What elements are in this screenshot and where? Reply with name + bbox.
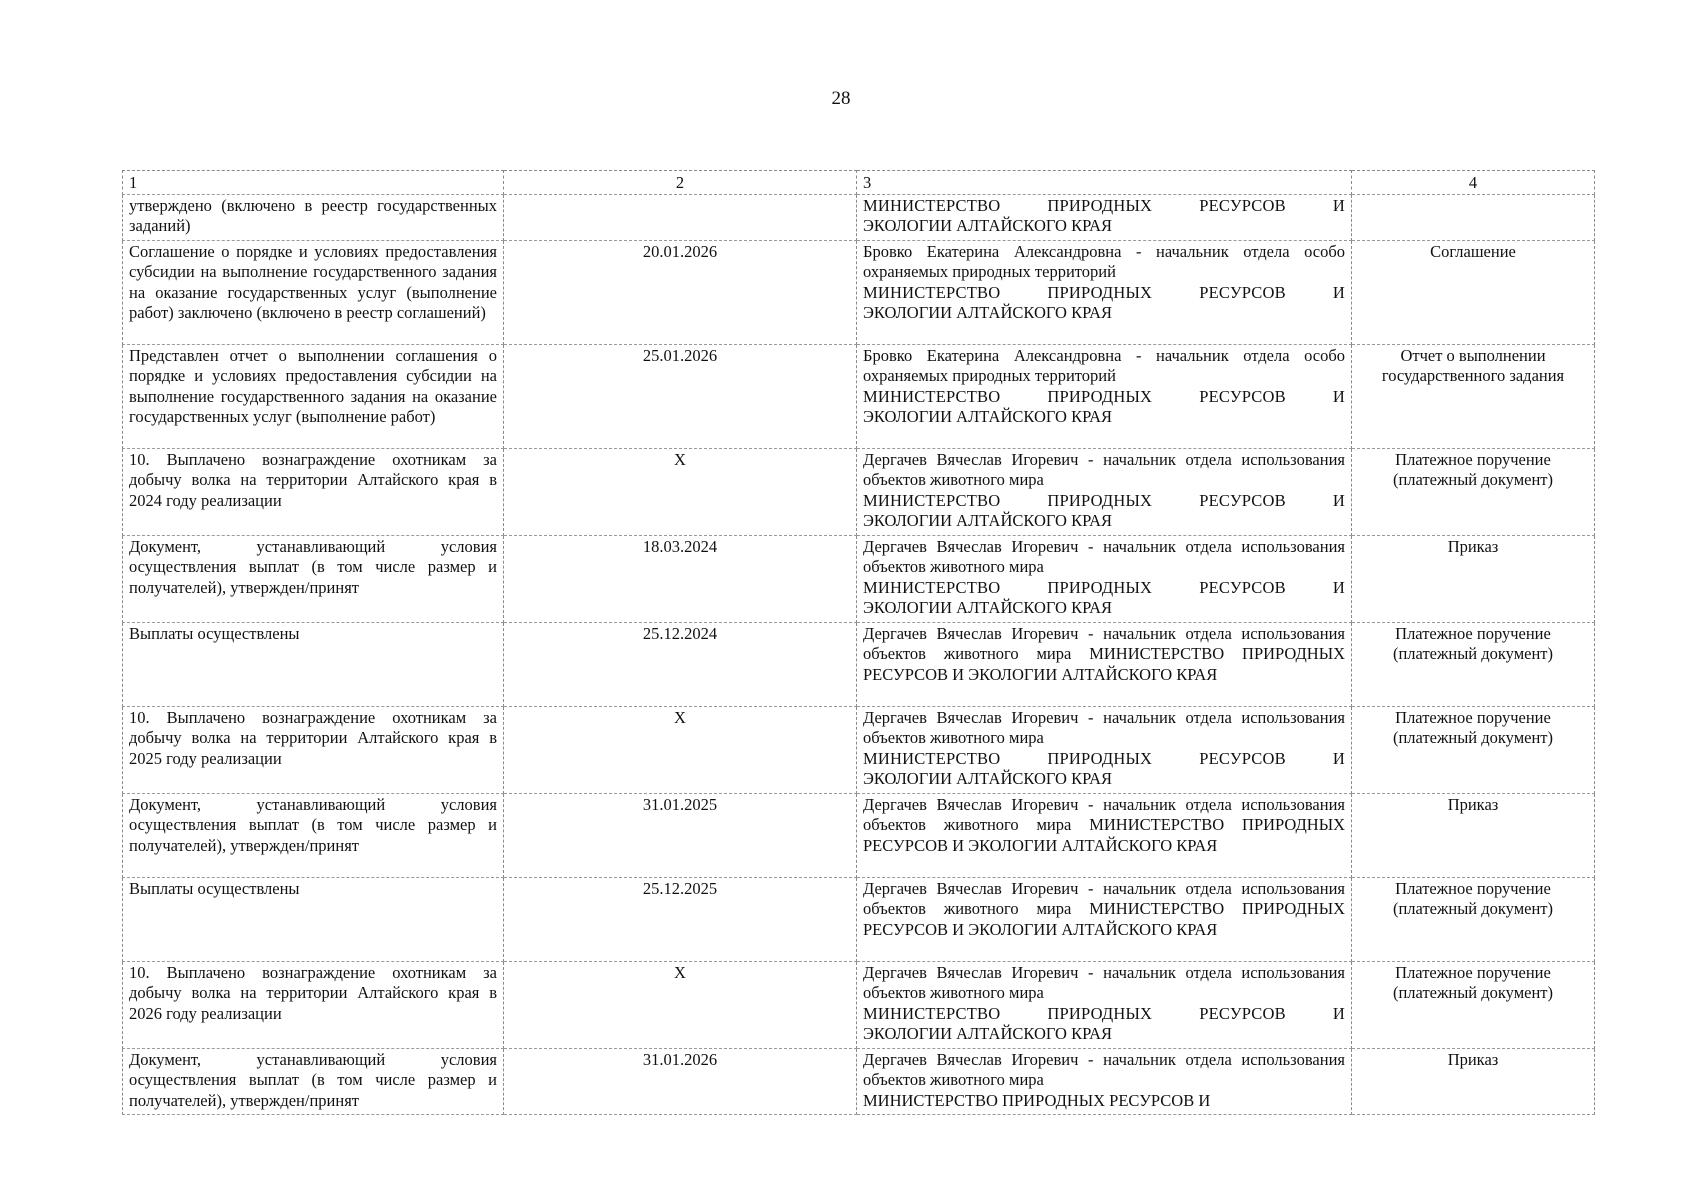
date-cell: 31.01.2026 bbox=[504, 1048, 857, 1115]
org-name-line1: МИНИСТЕРСТВО ПРИРОДНЫХ РЕСУРСОВ И bbox=[863, 1003, 1345, 1023]
responsible-person: Бровко Екатерина Александровна - начальник отдела особо охраняемых природных территорий bbox=[863, 241, 1345, 281]
responsible-person: Дергачев Вячеслав Игоревич - начальник отдела использования объектов животного мира bbox=[863, 707, 1345, 747]
table-row bbox=[123, 448, 1595, 535]
event-cell: Соглашение о порядке и условиях предоставления субсидии на выполнение государственного задания на оказание государственных услуг (выполнение работ) заключено (включено в реестр соглашений) bbox=[123, 240, 504, 344]
column-header-1: 1 bbox=[123, 171, 504, 195]
responsible-cell: Дергачев Вячеслав Игоревич - начальник отдела использования объектов животного мира МИНИСТЕРСТВО ПРИРОДНЫХ РЕСУРСОВ И ЭКОЛОГИИ АЛТАЙСКОГО КРАЯ bbox=[857, 793, 1352, 877]
responsible-cell bbox=[857, 344, 1352, 448]
event-cell: 10. Выплачено вознаграждение охотникам за добычу волка на территории Алтайского края в 2025 году реализации bbox=[123, 706, 504, 793]
table-row bbox=[123, 194, 1595, 240]
responsible-cell: Дергачев Вячеслав Игоревич - начальник отдела использования объектов животного мира МИНИСТЕРСТВО ПРИРОДНЫХ РЕСУРСОВ И ЭКОЛОГИИ АЛТАЙСКОГО КРАЯ bbox=[857, 877, 1352, 961]
document-cell: Приказ bbox=[1352, 793, 1595, 877]
event-cell: 10. Выплачено вознаграждение охотникам за добычу волка на территории Алтайского края в 2026 году реализации bbox=[123, 961, 504, 1048]
event-cell: 10. Выплачено вознаграждение охотникам за добычу волка на территории Алтайского края в 2024 году реализации bbox=[123, 448, 504, 535]
org-name-line2: ЭКОЛОГИИ АЛТАЙСКОГО КРАЯ bbox=[863, 1024, 1113, 1043]
event-cell: Представлен отчет о выполнении соглашения о порядке и условиях предоставления субсидии на выполнение государственного задания на оказание государственных услуг (выполнение работ) bbox=[123, 344, 504, 448]
responsible-cell bbox=[857, 194, 1352, 240]
event-cell: Выплаты осуществлены bbox=[123, 622, 504, 706]
table-row bbox=[123, 1048, 1595, 1115]
document-cell: Приказ bbox=[1352, 1048, 1595, 1115]
table-header-row bbox=[123, 171, 1595, 195]
table-row bbox=[123, 240, 1595, 344]
event-cell: Документ, устанавливающий условия осуществления выплат (в том числе размер и получателей), утвержден/принят bbox=[123, 535, 504, 622]
responsible-person: Дергачев Вячеслав Игоревич - начальник отдела использования объектов животного мира bbox=[863, 536, 1345, 576]
date-cell: 25.01.2026 bbox=[504, 344, 857, 448]
table-row bbox=[123, 535, 1595, 622]
org-name-line1: МИНИСТЕРСТВО ПРИРОДНЫХ РЕСУРСОВ И bbox=[863, 386, 1345, 406]
table-row bbox=[123, 877, 1595, 961]
responsible-cell bbox=[857, 706, 1352, 793]
org-name-line2: ЭКОЛОГИИ АЛТАЙСКОГО КРАЯ bbox=[863, 769, 1113, 788]
date-cell: 18.03.2024 bbox=[504, 535, 857, 622]
responsible-cell: Дергачев Вячеслав Игоревич - начальник отдела использования объектов животного мира МИНИСТЕРСТВО ПРИРОДНЫХ РЕСУРСОВ И ЭКОЛОГИИ АЛТАЙСКОГО КРАЯ bbox=[857, 622, 1352, 706]
responsible-cell bbox=[857, 1048, 1352, 1115]
document-cell: Платежное поручение (платежный документ) bbox=[1352, 877, 1595, 961]
document-cell: Платежное поручение (платежный документ) bbox=[1352, 448, 1595, 535]
event-cell: утверждено (включено в реестр государственных заданий) bbox=[123, 194, 504, 240]
responsible-person: Дергачев Вячеслав Игоревич - начальник отдела использования объектов животного мира bbox=[863, 1049, 1345, 1089]
responsible-cell bbox=[857, 240, 1352, 344]
org-name-line1: МИНИСТЕРСТВО ПРИРОДНЫХ РЕСУРСОВ И bbox=[863, 748, 1345, 768]
org-name-line1: МИНИСТЕРСТВО ПРИРОДНЫХ РЕСУРСОВ И bbox=[863, 195, 1345, 215]
org-name-line2: ЭКОЛОГИИ АЛТАЙСКОГО КРАЯ bbox=[863, 598, 1113, 617]
table-row bbox=[123, 622, 1595, 706]
document-cell: Платежное поручение (платежный документ) bbox=[1352, 961, 1595, 1048]
org-name-line2: ЭКОЛОГИИ АЛТАЙСКОГО КРАЯ bbox=[863, 407, 1113, 426]
responsible-person: Бровко Екатерина Александровна - начальник отдела особо охраняемых природных территорий bbox=[863, 345, 1345, 385]
date-cell: Х bbox=[504, 448, 857, 535]
org-name-line2: ЭКОЛОГИИ АЛТАЙСКОГО КРАЯ bbox=[863, 216, 1113, 235]
table-row bbox=[123, 793, 1595, 877]
responsible-person: Дергачев Вячеслав Игоревич - начальник отдела использования объектов животного мира bbox=[863, 962, 1345, 1002]
org-name-line1: МИНИСТЕРСТВО ПРИРОДНЫХ РЕСУРСОВ И bbox=[863, 1090, 1211, 1110]
date-cell: Х bbox=[504, 706, 857, 793]
date-cell: Х bbox=[504, 961, 857, 1048]
document-cell: Приказ bbox=[1352, 535, 1595, 622]
document-cell: Отчет о выполнении государственного задания bbox=[1352, 344, 1595, 448]
table-row bbox=[123, 961, 1595, 1048]
responsible-cell bbox=[857, 961, 1352, 1048]
event-cell: Документ, устанавливающий условия осуществления выплат (в том числе размер и получателей), утвержден/принят bbox=[123, 793, 504, 877]
document-cell: Платежное поручение (платежный документ) bbox=[1352, 706, 1595, 793]
org-name-line2: ЭКОЛОГИИ АЛТАЙСКОГО КРАЯ bbox=[863, 511, 1113, 530]
schedule-table bbox=[122, 170, 1595, 1115]
responsible-person: Дергачев Вячеслав Игоревич - начальник отдела использования объектов животного мира bbox=[863, 449, 1345, 489]
column-header-2: 2 bbox=[504, 171, 857, 195]
date-cell: 25.12.2025 bbox=[504, 877, 857, 961]
org-name-line1: МИНИСТЕРСТВО ПРИРОДНЫХ РЕСУРСОВ И bbox=[863, 577, 1345, 597]
responsible-cell bbox=[857, 448, 1352, 535]
document-cell: Платежное поручение (платежный документ) bbox=[1352, 622, 1595, 706]
date-cell: 25.12.2024 bbox=[504, 622, 857, 706]
table-row bbox=[123, 706, 1595, 793]
date-cell bbox=[504, 194, 857, 240]
document-cell bbox=[1352, 194, 1595, 240]
date-cell: 20.01.2026 bbox=[504, 240, 857, 344]
event-cell: Документ, устанавливающий условия осуществления выплат (в том числе размер и получателей), утвержден/принят bbox=[123, 1048, 504, 1115]
page-number: 28 bbox=[831, 88, 851, 109]
column-header-4: 4 bbox=[1352, 171, 1595, 195]
org-name-line2: ЭКОЛОГИИ АЛТАЙСКОГО КРАЯ bbox=[863, 303, 1113, 322]
document-cell: Соглашение bbox=[1352, 240, 1595, 344]
org-name-line1: МИНИСТЕРСТВО ПРИРОДНЫХ РЕСУРСОВ И bbox=[863, 490, 1345, 510]
column-header-3: 3 bbox=[857, 171, 1352, 195]
event-cell: Выплаты осуществлены bbox=[123, 877, 504, 961]
table-row bbox=[123, 344, 1595, 448]
responsible-cell bbox=[857, 535, 1352, 622]
org-name-line1: МИНИСТЕРСТВО ПРИРОДНЫХ РЕСУРСОВ И bbox=[863, 282, 1345, 302]
date-cell: 31.01.2025 bbox=[504, 793, 857, 877]
